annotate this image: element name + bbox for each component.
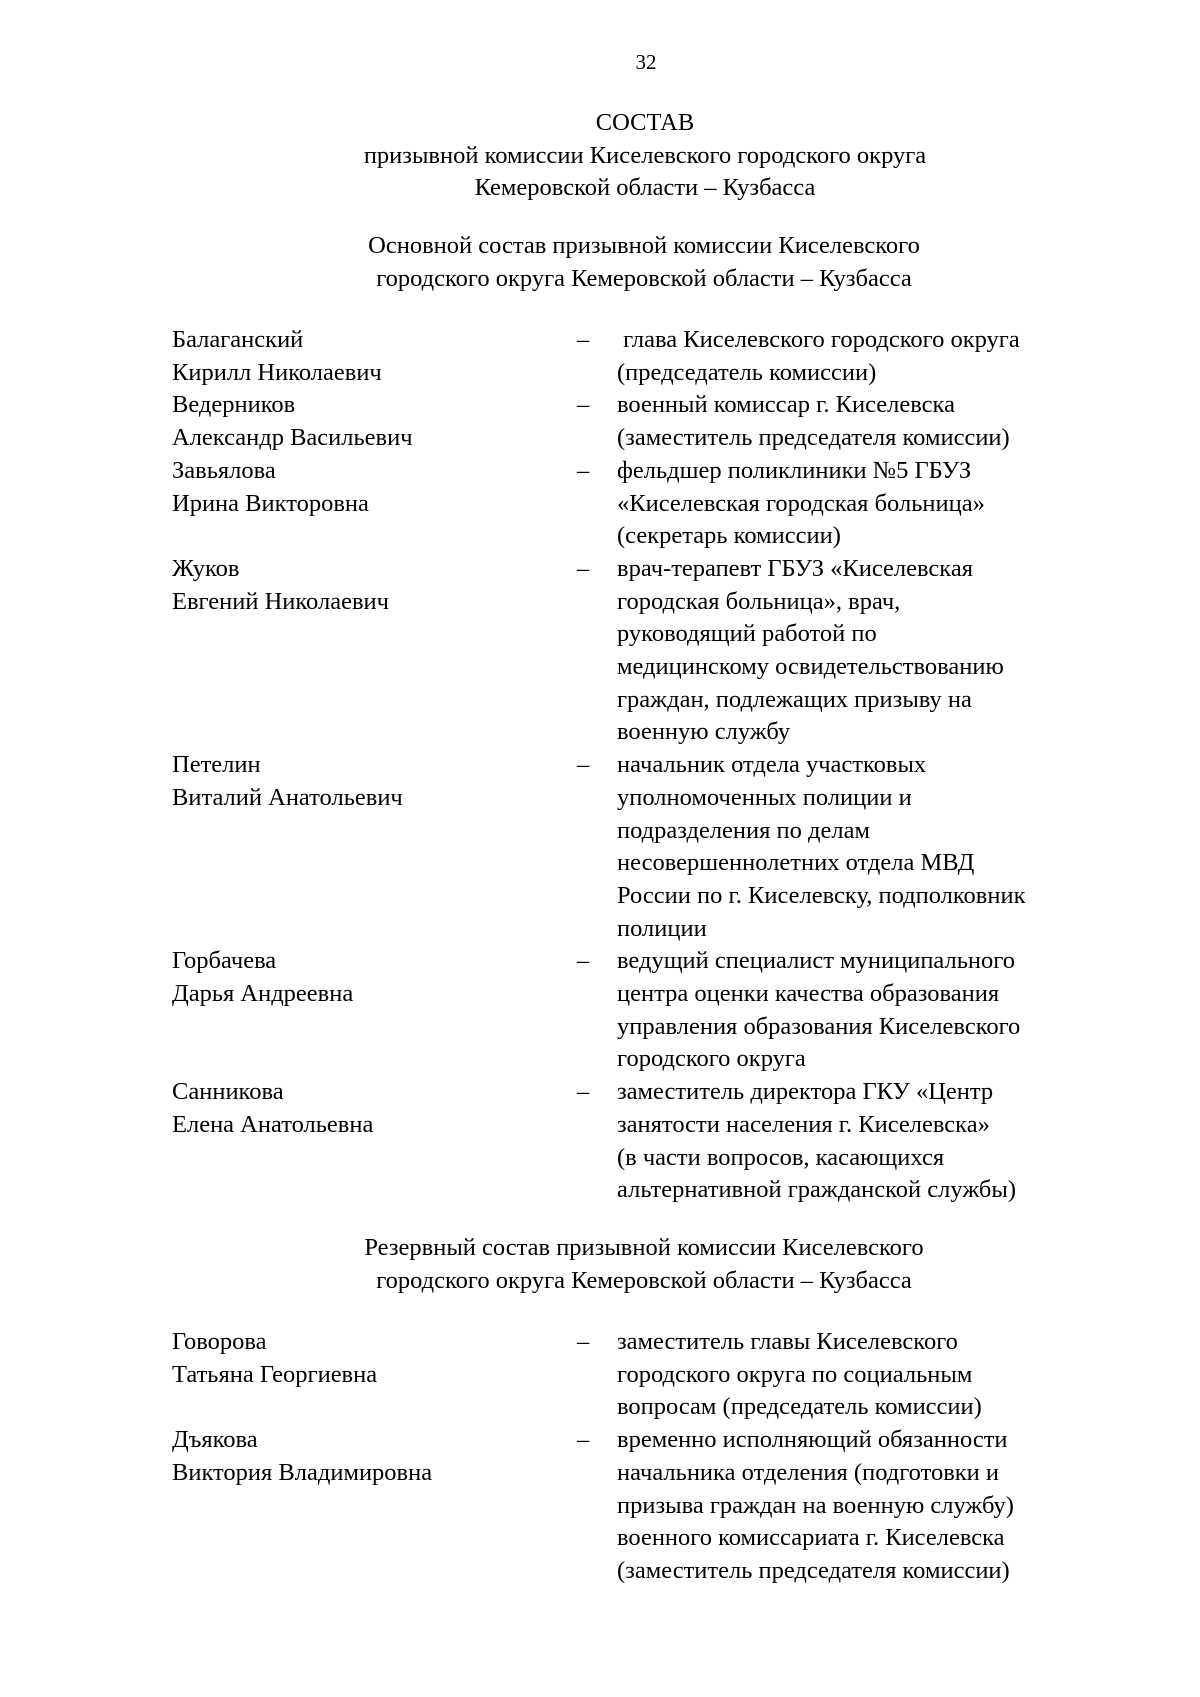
member-surname: Ведерников [172, 391, 296, 419]
member-entry [172, 455, 1112, 553]
dash-separator: – [577, 947, 590, 975]
position-line: городская больница», врач, [617, 587, 901, 615]
member-surname: Петелин [172, 751, 261, 779]
member-given-names: Виталий Анатольевич [172, 783, 403, 811]
member-entry [172, 389, 1112, 454]
member-name [172, 455, 552, 520]
dash-separator: – [577, 1426, 590, 1454]
member-entry [172, 945, 1112, 1076]
position-line: «Киселевская городская больница» [617, 489, 985, 517]
member-entry [172, 553, 1112, 749]
position-line: центра оценки качества образования [617, 980, 1000, 1008]
position-line: фельдшер поликлиники №5 ГБУЗ [617, 456, 972, 484]
position-line: призыва граждан на военную службу) [617, 1491, 1014, 1519]
position-line: временно исполняющий обязанности [617, 1426, 1008, 1454]
member-surname: Балаганский [172, 326, 304, 353]
position-line: несовершеннолетних отдела МВД [617, 849, 975, 877]
member-entry [172, 1424, 1112, 1588]
title-line-1: СОСТАВ [595, 109, 695, 136]
position-line: начальника отделения (подготовки и [617, 1458, 1000, 1486]
member-given-names: Ирина Викторовна [172, 489, 369, 517]
position-line: глава Киселевского городского округа [617, 326, 1020, 353]
position-line: уполномоченных полиции и [617, 783, 912, 811]
position-line: военного комиссариата г. Киселевска [617, 1524, 1005, 1552]
member-entry [172, 324, 1112, 389]
position-line: (заместитель председателя комиссии) [617, 424, 1010, 452]
dash-separator: – [577, 391, 590, 419]
member-surname: Горбачева [172, 947, 277, 975]
position-line: альтернативной гражданской службы) [617, 1176, 1017, 1204]
member-given-names: Елена Анатольевна [172, 1110, 374, 1138]
reserve-members-list [172, 1326, 1112, 1588]
member-position [617, 1076, 1112, 1207]
member-position [617, 553, 1112, 749]
position-line: руководящий работой по [617, 620, 877, 648]
member-surname: Санникова [172, 1078, 284, 1106]
title-line-2: призывной комиссии Киселевского городского округа [363, 141, 927, 169]
position-line: медицинскому освидетельствованию [617, 653, 1004, 681]
position-line: России по г. Киселевску, подполковник [617, 881, 1026, 909]
title-line-3: Кемеровской области – Кузбасса [474, 174, 816, 201]
position-line: городского округа [617, 1045, 806, 1073]
reserve-heading-line-2: городского округа Кемеровской области – Кузбасса [376, 1266, 912, 1294]
member-position [617, 455, 1112, 553]
position-line: граждан, подлежащих призыву на [617, 685, 972, 713]
member-surname: Дъякова [172, 1426, 258, 1454]
position-line: начальник отдела участковых [617, 751, 927, 779]
position-line: занятости населения г. Киселевска» [617, 1110, 990, 1138]
position-line: (председатель комиссии) [617, 358, 877, 386]
member-name [172, 945, 552, 1010]
main-members-list [172, 324, 1112, 1207]
reserve-heading-line-1: Резервный состав призывной комиссии Киселевского [364, 1234, 924, 1261]
position-line: подразделения по делам [617, 816, 870, 844]
position-line: (секретарь комиссии) [617, 522, 841, 550]
dash-separator: – [577, 1078, 590, 1106]
position-line: управления образования Киселевского [617, 1012, 1021, 1040]
member-given-names: Кирилл Николаевич [172, 358, 382, 386]
member-name [172, 1326, 552, 1391]
member-given-names: Виктория Владимировна [172, 1458, 433, 1486]
position-line: заместитель директора ГКУ «Центр [617, 1078, 994, 1106]
position-line: (заместитель председателя комиссии) [617, 1556, 1010, 1584]
member-given-names: Татьяна Георгиевна [172, 1360, 378, 1388]
position-line: заместитель главы Киселевского [617, 1328, 958, 1355]
member-surname: Говорова [172, 1328, 267, 1355]
dash-separator: – [577, 456, 590, 484]
position-line: городского округа по социальным [617, 1360, 973, 1388]
member-given-names: Евгений Николаевич [172, 587, 389, 615]
member-position [617, 324, 1112, 389]
member-position [617, 945, 1112, 1076]
position-line: вопросам (председатель комиссии) [617, 1393, 982, 1421]
position-line: военный комиссар г. Киселевска [617, 391, 955, 419]
member-entry [172, 749, 1112, 945]
member-position [617, 749, 1112, 945]
position-line: ведущий специалист муниципального [617, 947, 1015, 975]
member-name [172, 324, 552, 389]
member-given-names: Дарья Андреевна [172, 980, 354, 1008]
member-position [617, 1424, 1112, 1588]
member-name [172, 749, 552, 814]
position-line: врач-терапевт ГБУЗ «Киселевская [617, 554, 973, 582]
document-title [0, 107, 1200, 205]
member-name [172, 389, 552, 454]
dash-separator: – [577, 554, 590, 582]
member-name [172, 553, 552, 618]
dash-separator: – [577, 1328, 590, 1355]
main-section-heading [0, 230, 1200, 295]
main-heading-line-1: Основной состав призывной комиссии Киселевского [368, 232, 920, 259]
main-heading-line-2: городского округа Кемеровской области – Кузбасса [376, 264, 912, 292]
position-line: полиции [617, 914, 707, 942]
member-surname: Жуков [172, 554, 240, 582]
member-entry [172, 1076, 1112, 1207]
reserve-section-heading [0, 1232, 1200, 1297]
member-name [172, 1076, 552, 1141]
dash-separator: – [577, 751, 590, 779]
page-number: 32 [635, 50, 657, 74]
position-line: военную службу [617, 718, 791, 746]
member-surname: Завьялова [172, 456, 276, 484]
dash-separator: – [577, 326, 590, 353]
member-name [172, 1424, 552, 1489]
member-given-names: Александр Васильевич [172, 424, 413, 452]
member-position [617, 389, 1112, 454]
member-entry [172, 1326, 1112, 1424]
position-line: (в части вопросов, касающихся [617, 1143, 945, 1171]
member-position [617, 1326, 1112, 1424]
